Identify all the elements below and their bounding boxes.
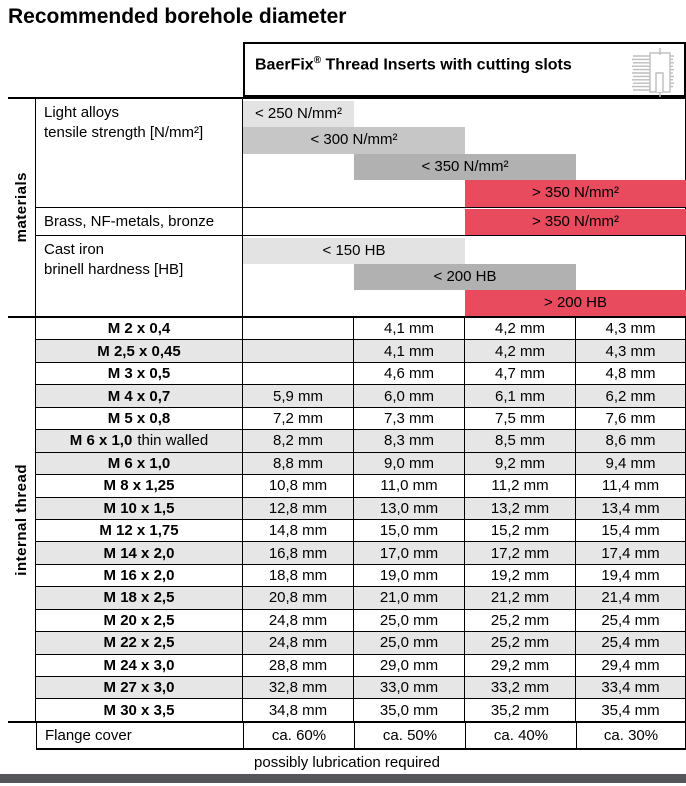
borehole-diameter-cell: 25,4 mm [601,611,660,629]
borehole-diameter-cell: 6,1 mm [465,385,576,406]
thread-row [36,565,685,587]
thread-rows [36,318,685,721]
registered-mark: ® [313,55,322,66]
thread-row [36,318,685,340]
material-strength-band: < 350 N/mm² [354,154,576,181]
borehole-diameter-cell: 4,7 mm [465,363,576,384]
thread-size-label: M 4 x 0,7 [36,385,243,406]
borehole-diameter-cell: 29,2 mm [465,655,576,676]
thread-row [36,677,685,699]
thread-row [36,453,685,475]
footer-note: possibly lubrication required [254,754,440,771]
borehole-diameter-cell: 13,0 mm [354,498,465,519]
borehole-diameter-cell: 33,4 mm [601,679,660,697]
borehole-diameter-cell: 4,2 mm [465,340,576,361]
borehole-diameter-cell: 16,8 mm [243,542,354,563]
thread-row [36,587,685,609]
material-strength-band: > 350 N/mm² [465,180,686,207]
thread-insert-icon [630,48,676,95]
thread-size-label: M 30 x 3,5 [36,699,243,720]
brand-name: BaerFix [255,56,314,74]
thread-row [36,610,685,632]
borehole-diameter-cell: 32,8 mm [243,677,354,698]
borehole-diameter-cell: 18,8 mm [243,565,354,586]
borehole-diameter-cell: 6,2 mm [605,387,656,405]
thread-row [36,699,685,720]
thread-row [36,363,685,385]
borehole-diameter-cell: 25,0 mm [354,610,465,631]
material-label-line: brinell hardness [HB] [44,260,184,278]
materials-sidebar [8,99,36,316]
borehole-diameter-cell: 14,8 mm [243,520,354,541]
borehole-diameter-cell: 4,1 mm [354,318,465,339]
borehole-diameter-cell: 8,3 mm [354,430,465,451]
borehole-diameter-cell: 35,0 mm [354,699,465,720]
thread-sidebar-label: internal thread [13,463,30,576]
thread-size-label: M 10 x 1,5 [36,498,243,519]
borehole-diameter-cell: 25,2 mm [465,610,576,631]
borehole-diameter-cell: 21,4 mm [601,589,660,607]
flange-cover-cell: ca. 30% [603,727,659,744]
borehole-diameter-cell: 4,6 mm [354,363,465,384]
borehole-diameter-cell: 21,2 mm [465,587,576,608]
borehole-diameter-cell: 17,0 mm [354,542,465,563]
thread-size-label: M 16 x 2,0 [36,565,243,586]
thread-size-label: M 2,5 x 0,45 [36,340,243,361]
thread-row [36,498,685,520]
thread-size-label: M 12 x 1,75 [36,520,243,541]
thread-row [36,655,685,677]
borehole-diameter-cell: 25,0 mm [354,632,465,653]
borehole-diameter-cell: 4,3 mm [605,342,656,360]
borehole-diameter-cell: 4,3 mm [605,320,656,338]
borehole-diameter-cell: 33,0 mm [354,677,465,698]
material-label-line: Brass, NF-metals, bronze [44,213,215,230]
thread-row [36,520,685,542]
borehole-diameter-cell: 11,2 mm [465,475,576,496]
material-label [36,208,243,235]
flange-cover-cell: ca. 60% [244,723,355,748]
thread-row [36,542,685,564]
thread-row [36,632,685,654]
thread-row [36,385,685,407]
borehole-diameter-cell [243,318,354,339]
materials-rows [36,99,685,316]
borehole-diameter-cell: 35,2 mm [465,699,576,720]
internal-thread-section [8,316,686,723]
borehole-diameter-cell: 19,0 mm [354,565,465,586]
material-strength-band: < 250 N/mm² [243,101,354,128]
thread-size-note: thin walled [137,432,209,450]
borehole-diameter-cell: 15,0 mm [354,520,465,541]
material-label-line: tensile strength [N/mm²] [44,123,204,141]
thread-size-label: M 14 x 2,0 [36,542,243,563]
material-row-cast-iron [36,236,685,316]
thread-size-label: M 22 x 2,5 [36,632,243,653]
thread-size-label: M 20 x 2,5 [36,610,243,631]
material-label [36,236,243,316]
borehole-diameter-cell: 7,6 mm [605,409,656,427]
borehole-diameter-cell: 4,2 mm [465,318,576,339]
flange-cover-label: Flange cover [37,723,244,748]
thread-size-label: M 6 x 1,0 [36,453,243,474]
borehole-diameter-cell: 7,3 mm [354,408,465,429]
materials-section [8,97,686,316]
borehole-diameter-cell: 8,8 mm [243,453,354,474]
borehole-diameter-cell: 9,0 mm [354,453,465,474]
borehole-diameter-cell: 8,5 mm [465,430,576,451]
borehole-diameter-cell: 24,8 mm [243,610,354,631]
thread-size-label: M 6 x 1,0 thin walled [36,430,243,451]
material-bands-area [243,208,685,235]
borehole-diameter-cell: 19,4 mm [601,567,660,585]
thread-size-label: M 2 x 0,4 [36,318,243,339]
material-strength-band: < 200 HB [354,264,576,290]
borehole-diameter-cell: 29,4 mm [601,656,660,674]
borehole-diameter-cell: 20,8 mm [243,587,354,608]
borehole-diameter-cell [243,340,354,361]
borehole-diameter-cell: 15,4 mm [601,522,660,540]
material-label [36,99,243,207]
borehole-diameter-cell [243,363,354,384]
thread-size-label: M 18 x 2,5 [36,587,243,608]
flange-cover-cell: ca. 50% [355,723,466,748]
thread-row [36,475,685,497]
borehole-diameter-cell: 10,8 mm [243,475,354,496]
header-box [243,42,686,97]
borehole-diameter-cell: 13,4 mm [601,499,660,517]
thread-size-label: M 5 x 0,8 [36,408,243,429]
page-title: Recommended borehole diameter [8,5,347,28]
borehole-diameter-cell: 29,0 mm [354,655,465,676]
borehole-diameter-cell: 34,8 mm [243,699,354,720]
thread-row [36,430,685,452]
material-strength-band: < 150 HB [243,238,465,264]
material-strength-band: > 350 N/mm² [465,209,686,235]
material-bands-area [243,236,685,316]
borehole-diameter-cell: 12,8 mm [243,498,354,519]
borehole-diameter-cell: 33,2 mm [465,677,576,698]
borehole-diameter-cell: 11,0 mm [354,475,465,496]
material-bands-area [243,99,685,207]
material-label-line: Cast iron [44,241,105,258]
borehole-diameter-cell: 11,4 mm [601,477,660,495]
borehole-diameter-cell: 8,2 mm [243,430,354,451]
borehole-diameter-cell: 21,0 mm [354,587,465,608]
borehole-diameter-cell: 6,0 mm [354,385,465,406]
borehole-diameter-cell: 4,1 mm [354,340,465,361]
borehole-diameter-cell: 17,2 mm [465,542,576,563]
borehole-diameter-cell: 8,6 mm [605,432,656,450]
borehole-diameter-cell: 35,4 mm [601,701,660,719]
borehole-diameter-cell: 7,2 mm [243,408,354,429]
borehole-diameter-cell: 17,4 mm [601,544,660,562]
materials-sidebar-label: materials [13,172,30,243]
borehole-diameter-cell: 25,2 mm [465,632,576,653]
borehole-diameter-cell: 13,2 mm [465,498,576,519]
material-label-line: Light alloys [44,104,120,121]
material-strength-band: < 300 N/mm² [243,127,465,154]
material-strength-band: > 200 HB [465,290,686,316]
thread-row [36,340,685,362]
borehole-diameter-cell: 9,2 mm [465,453,576,474]
borehole-diameter-cell: 4,8 mm [605,365,656,383]
borehole-diameter-cell: 9,4 mm [605,454,656,472]
thread-size-label: M 27 x 3,0 [36,677,243,698]
borehole-diameter-cell: 5,9 mm [243,385,354,406]
thread-size-label: M 3 x 0,5 [36,363,243,384]
flange-cover-cell: ca. 40% [466,723,577,748]
material-row-light-alloys [36,99,685,208]
thread-size-label: M 24 x 3,0 [36,655,243,676]
borehole-diameter-cell: 15,2 mm [465,520,576,541]
borehole-diameter-cell: 25,4 mm [601,634,660,652]
header-title-rest: Thread Inserts with cutting slots [325,56,572,74]
borehole-diameter-cell: 7,5 mm [465,408,576,429]
bottom-bar [0,774,686,783]
thread-sidebar [8,318,36,721]
borehole-diameter-cell: 24,8 mm [243,632,354,653]
thread-size-label: M 8 x 1,25 [36,475,243,496]
thread-row [36,408,685,430]
borehole-diameter-cell: 28,8 mm [243,655,354,676]
borehole-diameter-cell: 19,2 mm [465,565,576,586]
header-title [245,44,572,95]
flange-cover-row [36,723,686,750]
material-row-brass [36,208,685,236]
